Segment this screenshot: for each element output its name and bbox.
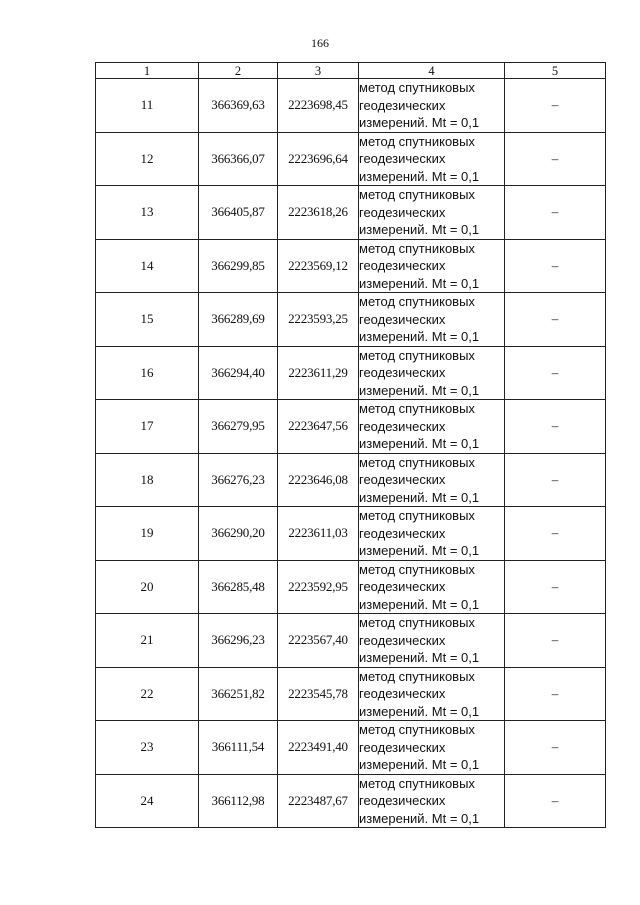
table-row bbox=[96, 186, 606, 240]
table-header bbox=[96, 63, 606, 79]
method-line: метод спутниковых bbox=[359, 240, 475, 256]
method-line: геодезических bbox=[359, 311, 446, 327]
method-line: метод спутниковых bbox=[359, 294, 475, 309]
x-coordinate-cell: 366296,23 bbox=[199, 614, 278, 668]
note-cell: – bbox=[505, 346, 606, 400]
method-line: геодезических bbox=[359, 97, 446, 113]
header-row bbox=[96, 63, 606, 79]
note-cell: – bbox=[505, 293, 606, 347]
point-number-cell: 11 bbox=[96, 79, 199, 133]
note-cell: – bbox=[505, 186, 606, 240]
method-line: геодезических bbox=[359, 579, 446, 594]
method-line: геодезических bbox=[359, 525, 446, 541]
method-line: метод спутниковых bbox=[359, 454, 475, 470]
method-line: метод спутниковых bbox=[359, 508, 475, 523]
y-coordinate-cell: 2223487,67 bbox=[278, 774, 359, 828]
y-coordinate-cell: 2223618,26 bbox=[278, 186, 359, 240]
method-line: геодезических bbox=[359, 739, 446, 755]
y-coordinate-cell: 2223569,12 bbox=[278, 239, 359, 293]
method-cell bbox=[359, 400, 505, 454]
y-coordinate-cell: 2223647,56 bbox=[278, 400, 359, 454]
point-number-cell: 20 bbox=[96, 560, 199, 614]
method-line: метод спутниковых bbox=[359, 775, 475, 791]
x-coordinate-cell: 366279,95 bbox=[199, 400, 278, 454]
y-coordinate-cell: 2223611,03 bbox=[278, 507, 359, 561]
method-line: измерений. Mt = 0,1 bbox=[359, 168, 480, 184]
method-cell bbox=[359, 239, 505, 293]
method-line: геодезических bbox=[359, 151, 446, 166]
x-coordinate-cell: 366111,54 bbox=[199, 721, 278, 775]
point-number-cell: 24 bbox=[96, 774, 199, 828]
x-coordinate-cell: 366276,23 bbox=[199, 453, 278, 507]
note-cell: – bbox=[505, 721, 606, 775]
table-row bbox=[96, 132, 606, 186]
method-line: метод спутниковых bbox=[359, 668, 475, 684]
point-number-cell: 14 bbox=[96, 239, 199, 293]
table-row bbox=[96, 453, 606, 507]
x-coordinate-cell: 366299,85 bbox=[199, 239, 278, 293]
method-line: метод спутниковых bbox=[359, 401, 475, 416]
method-line: измерений. Mt = 0,1 bbox=[359, 650, 480, 665]
method-line: метод спутниковых bbox=[359, 561, 475, 577]
method-line: метод спутниковых bbox=[359, 80, 475, 95]
table-body bbox=[96, 79, 606, 828]
note-cell: – bbox=[505, 400, 606, 454]
column-header-3: 3 bbox=[278, 63, 359, 79]
point-number-cell: 21 bbox=[96, 614, 199, 668]
column-header-4: 4 bbox=[359, 63, 505, 79]
table-row bbox=[96, 346, 606, 400]
method-line: геодезических bbox=[359, 258, 446, 273]
column-header-5: 5 bbox=[505, 63, 606, 79]
method-line: метод спутниковых bbox=[359, 133, 475, 149]
point-number-cell: 18 bbox=[96, 453, 199, 507]
method-line: метод спутниковых bbox=[359, 722, 475, 737]
coordinates-table bbox=[95, 62, 606, 828]
x-coordinate-cell: 366112,98 bbox=[199, 774, 278, 828]
method-cell bbox=[359, 507, 505, 561]
x-coordinate-cell: 366251,82 bbox=[199, 667, 278, 721]
table-row bbox=[96, 239, 606, 293]
method-cell bbox=[359, 346, 505, 400]
table-row bbox=[96, 400, 606, 454]
method-line: измерений. Mt = 0,1 bbox=[359, 436, 480, 451]
method-line: метод спутниковых bbox=[359, 187, 475, 202]
method-line: геодезических bbox=[359, 365, 446, 380]
method-cell bbox=[359, 774, 505, 828]
method-cell bbox=[359, 79, 505, 133]
method-line: геодезических bbox=[359, 686, 446, 701]
method-cell bbox=[359, 560, 505, 614]
table-row bbox=[96, 667, 606, 721]
method-cell bbox=[359, 293, 505, 347]
method-line: геодезических bbox=[359, 204, 446, 220]
y-coordinate-cell: 2223567,40 bbox=[278, 614, 359, 668]
method-cell bbox=[359, 721, 505, 775]
note-cell: – bbox=[505, 453, 606, 507]
method-cell bbox=[359, 186, 505, 240]
method-line: измерений. Mt = 0,1 bbox=[359, 275, 480, 291]
note-cell: – bbox=[505, 507, 606, 561]
method-cell bbox=[359, 667, 505, 721]
point-number-cell: 16 bbox=[96, 346, 199, 400]
method-cell bbox=[359, 453, 505, 507]
table-row bbox=[96, 293, 606, 347]
note-cell: – bbox=[505, 560, 606, 614]
note-cell: – bbox=[505, 79, 606, 133]
y-coordinate-cell: 2223696,64 bbox=[278, 132, 359, 186]
method-line: измерений. Mt = 0,1 bbox=[359, 222, 480, 237]
method-line: измерений. Mt = 0,1 bbox=[359, 596, 480, 612]
x-coordinate-cell: 366294,40 bbox=[199, 346, 278, 400]
note-cell: – bbox=[505, 667, 606, 721]
method-line: измерений. Mt = 0,1 bbox=[359, 757, 480, 772]
point-number-cell: 12 bbox=[96, 132, 199, 186]
x-coordinate-cell: 366405,87 bbox=[199, 186, 278, 240]
y-coordinate-cell: 2223611,29 bbox=[278, 346, 359, 400]
method-line: измерений. Mt = 0,1 bbox=[359, 115, 480, 130]
table-row bbox=[96, 79, 606, 133]
point-number-cell: 19 bbox=[96, 507, 199, 561]
x-coordinate-cell: 366290,20 bbox=[199, 507, 278, 561]
method-line: геодезических bbox=[359, 472, 446, 487]
column-header-1: 1 bbox=[96, 63, 199, 79]
method-line: метод спутниковых bbox=[359, 615, 475, 630]
y-coordinate-cell: 2223592,95 bbox=[278, 560, 359, 614]
method-line: измерений. Mt = 0,1 bbox=[359, 543, 480, 558]
table-row bbox=[96, 560, 606, 614]
page-number: 166 bbox=[311, 36, 329, 50]
method-line: измерений. Mt = 0,1 bbox=[359, 810, 480, 826]
y-coordinate-cell: 2223545,78 bbox=[278, 667, 359, 721]
method-line: геодезических bbox=[359, 632, 446, 648]
point-number-cell: 17 bbox=[96, 400, 199, 454]
table-row bbox=[96, 721, 606, 775]
y-coordinate-cell: 2223698,45 bbox=[278, 79, 359, 133]
column-header-2: 2 bbox=[199, 63, 278, 79]
method-line: метод спутниковых bbox=[359, 347, 475, 363]
y-coordinate-cell: 2223491,40 bbox=[278, 721, 359, 775]
method-line: измерений. Mt = 0,1 bbox=[359, 382, 480, 398]
x-coordinate-cell: 366285,48 bbox=[199, 560, 278, 614]
method-line: геодезических bbox=[359, 418, 446, 434]
point-number-cell: 15 bbox=[96, 293, 199, 347]
method-line: измерений. Mt = 0,1 bbox=[359, 329, 480, 344]
method-cell bbox=[359, 614, 505, 668]
x-coordinate-cell: 366366,07 bbox=[199, 132, 278, 186]
method-cell bbox=[359, 132, 505, 186]
point-number-cell: 23 bbox=[96, 721, 199, 775]
y-coordinate-cell: 2223593,25 bbox=[278, 293, 359, 347]
x-coordinate-cell: 366369,63 bbox=[199, 79, 278, 133]
table-row bbox=[96, 774, 606, 828]
table-row bbox=[96, 507, 606, 561]
y-coordinate-cell: 2223646,08 bbox=[278, 453, 359, 507]
point-number-cell: 22 bbox=[96, 667, 199, 721]
method-line: измерений. Mt = 0,1 bbox=[359, 703, 480, 719]
method-line: геодезических bbox=[359, 793, 446, 808]
x-coordinate-cell: 366289,69 bbox=[199, 293, 278, 347]
note-cell: – bbox=[505, 239, 606, 293]
table-row bbox=[96, 614, 606, 668]
note-cell: – bbox=[505, 774, 606, 828]
note-cell: – bbox=[505, 132, 606, 186]
point-number-cell: 13 bbox=[96, 186, 199, 240]
note-cell: – bbox=[505, 614, 606, 668]
method-line: измерений. Mt = 0,1 bbox=[359, 489, 480, 505]
